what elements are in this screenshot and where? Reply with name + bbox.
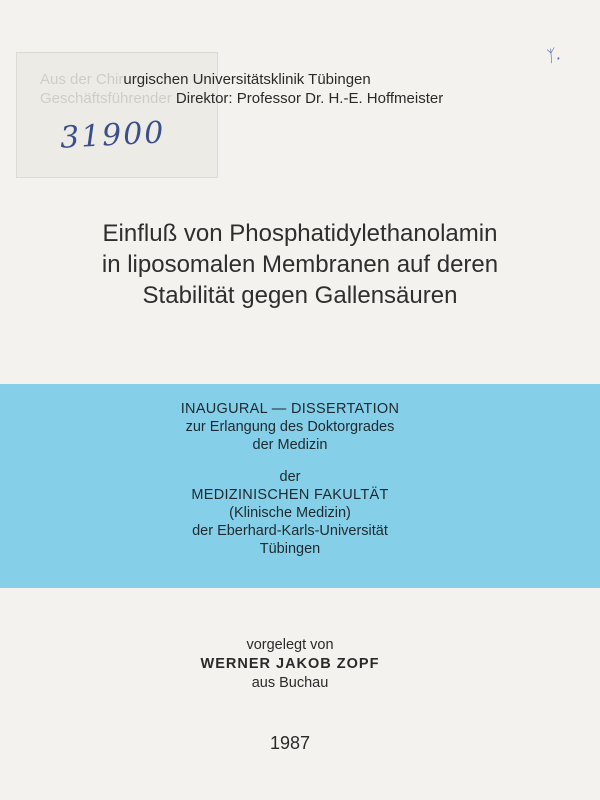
header-text-1: urgischen Universitätsklinik Tübingen (123, 71, 371, 88)
dissertation-info (0, 400, 580, 558)
publication-year: 1987 (269, 733, 311, 753)
dissertation-title (0, 218, 600, 311)
header-line-1 (40, 70, 580, 89)
dissertation-line-8: Tübingen (259, 541, 321, 557)
author-origin: aus Buchau (251, 675, 329, 691)
handwritten-number: 31900 (59, 115, 167, 156)
presented-by: vorgelegt von (246, 637, 334, 653)
title-line-2: in liposomalen Membranen auf deren (101, 251, 499, 278)
title-line-3: Stabilität gegen Gallensäuren (142, 282, 458, 309)
dissertation-line-7: der Eberhard-Karls-Universität (192, 523, 388, 539)
header-faded-text-1: Aus der Chir (40, 71, 124, 88)
dissertation-line-6: (Klinische Medizin) (229, 505, 351, 521)
header-text-2: Direktor: Professor Dr. H.-E. Hoffmeister (171, 90, 444, 107)
author-block (0, 636, 580, 693)
dissertation-heading: INAUGURAL — DISSERTATION (180, 401, 400, 417)
dissertation-line-3: der Medizin (252, 437, 328, 453)
dissertation-line-2: zur Erlangung des Doktorgrades (185, 419, 395, 435)
title-line-1: Einfluß von Phosphatidylethanolamin (102, 220, 498, 247)
header-line-2 (40, 89, 580, 108)
author-name: WERNER JAKOB ZOPF (200, 656, 380, 672)
faculty-name: MEDIZINISCHEN FAKULTÄT (191, 487, 389, 503)
handwritten-corner-mark: ᛉ. (542, 44, 563, 67)
header-faded-text-2: Geschäftsführender (40, 90, 172, 107)
institution-header (40, 70, 580, 108)
dissertation-line-4: der (279, 469, 301, 485)
